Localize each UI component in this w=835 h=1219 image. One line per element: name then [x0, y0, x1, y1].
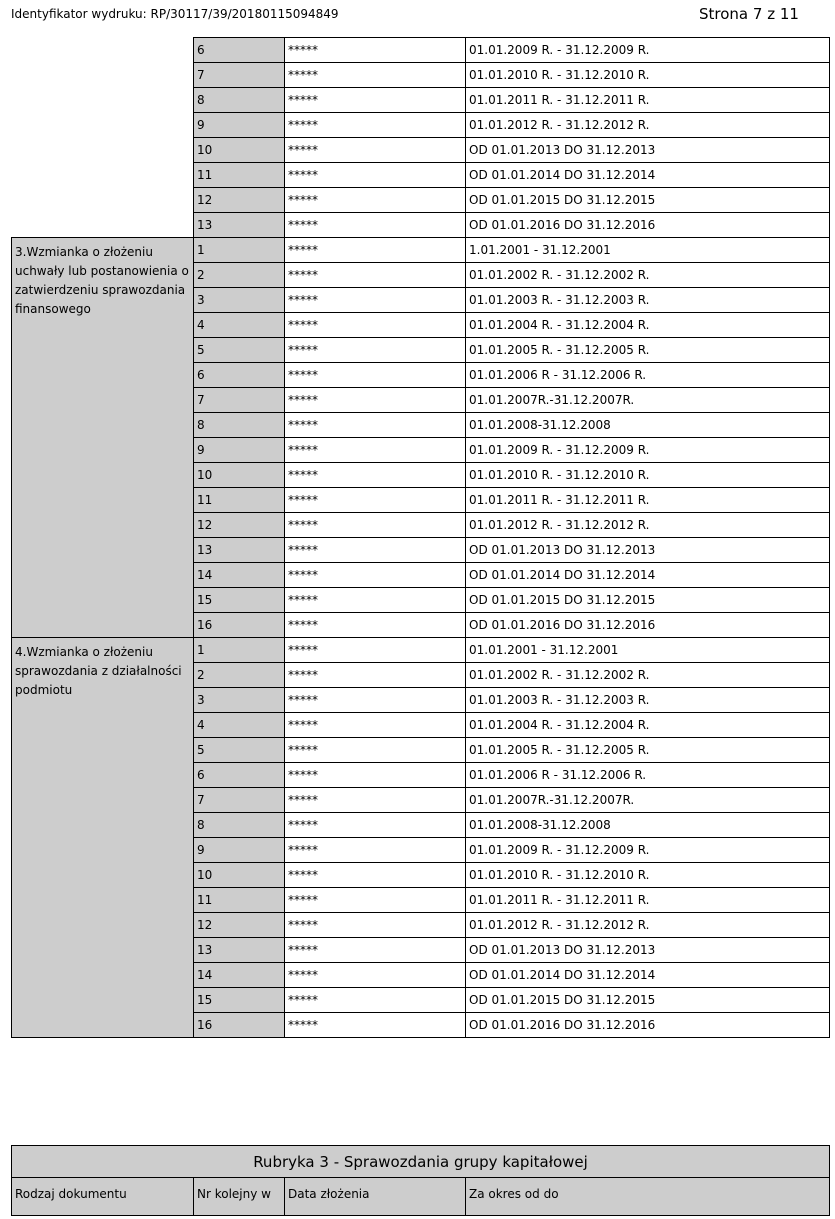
row-number: 8 [194, 813, 285, 838]
filing-date: ***** [285, 963, 466, 988]
filing-date: ***** [285, 938, 466, 963]
period: 01.01.2003 R. - 31.12.2003 R. [466, 688, 830, 713]
row-number: 2 [194, 263, 285, 288]
period: 01.01.2011 R. - 31.12.2011 R. [466, 88, 830, 113]
row-number: 15 [194, 988, 285, 1013]
period: 01.01.2011 R. - 31.12.2011 R. [466, 888, 830, 913]
filing-date: ***** [285, 1013, 466, 1038]
filing-date: ***** [285, 688, 466, 713]
row-number: 10 [194, 463, 285, 488]
row-number: 14 [194, 963, 285, 988]
row-number: 9 [194, 838, 285, 863]
row-number: 9 [194, 113, 285, 138]
period: OD 01.01.2015 DO 31.12.2015 [466, 588, 830, 613]
row-number: 3 [194, 288, 285, 313]
row-number: 6 [194, 763, 285, 788]
rubric-3-title: Rubryka 3 - Sprawozdania grupy kapitałowej [12, 1146, 830, 1178]
section-label: 3.Wzmianka o złożeniu uchwały lub postanowienia o zatwierdzeniu sprawozdania finansowego [12, 238, 194, 638]
period: 01.01.2012 R. - 31.12.2012 R. [466, 113, 830, 138]
period: 01.01.2001 - 31.12.2001 [466, 638, 830, 663]
period: OD 01.01.2013 DO 31.12.2013 [466, 138, 830, 163]
row-number: 10 [194, 138, 285, 163]
period: 01.01.2005 R. - 31.12.2005 R. [466, 738, 830, 763]
period: 01.01.2009 R. - 31.12.2009 R. [466, 438, 830, 463]
filing-date: ***** [285, 813, 466, 838]
period: 01.01.2002 R. - 31.12.2002 R. [466, 663, 830, 688]
filing-date: ***** [285, 213, 466, 238]
row-number: 1 [194, 238, 285, 263]
filing-date: ***** [285, 563, 466, 588]
filing-date: ***** [285, 913, 466, 938]
row-number: 5 [194, 338, 285, 363]
rubric-3-table [11, 1145, 830, 1216]
filing-date: ***** [285, 663, 466, 688]
period: OD 01.01.2014 DO 31.12.2014 [466, 563, 830, 588]
filing-date: ***** [285, 113, 466, 138]
row-number: 6 [194, 363, 285, 388]
filing-date: ***** [285, 538, 466, 563]
filing-date: ***** [285, 388, 466, 413]
row-number: 9 [194, 438, 285, 463]
column-header-sequence-number: Nr kolejny w [194, 1178, 285, 1216]
filing-date: ***** [285, 863, 466, 888]
filing-date: ***** [285, 788, 466, 813]
period: 01.01.2005 R. - 31.12.2005 R. [466, 338, 830, 363]
filing-date: ***** [285, 488, 466, 513]
row-number: 12 [194, 513, 285, 538]
row-number: 16 [194, 613, 285, 638]
period: 01.01.2009 R. - 31.12.2009 R. [466, 38, 830, 63]
filing-date: ***** [285, 363, 466, 388]
filing-date: ***** [285, 63, 466, 88]
column-header-document-type: Rodzaj dokumentu [12, 1178, 194, 1216]
period: OD 01.01.2015 DO 31.12.2015 [466, 188, 830, 213]
row-number: 11 [194, 488, 285, 513]
period: 01.01.2012 R. - 31.12.2012 R. [466, 913, 830, 938]
filing-date: ***** [285, 88, 466, 113]
filing-date: ***** [285, 988, 466, 1013]
period: 1.01.2001 - 31.12.2001 [466, 238, 830, 263]
column-header-period: Za okres od do [466, 1178, 830, 1216]
row-number: 5 [194, 738, 285, 763]
period: 01.01.2012 R. - 31.12.2012 R. [466, 513, 830, 538]
period: 01.01.2003 R. - 31.12.2003 R. [466, 288, 830, 313]
row-number: 11 [194, 163, 285, 188]
period: 01.01.2007R.-31.12.2007R. [466, 388, 830, 413]
period: 01.01.2006 R - 31.12.2006 R. [466, 763, 830, 788]
filing-date: ***** [285, 138, 466, 163]
table-row [12, 238, 830, 263]
row-number: 15 [194, 588, 285, 613]
period: 01.01.2008-31.12.2008 [466, 813, 830, 838]
filing-date: ***** [285, 638, 466, 663]
filing-date: ***** [285, 413, 466, 438]
filing-date: ***** [285, 288, 466, 313]
table-row [12, 38, 830, 63]
period: 01.01.2007R.-31.12.2007R. [466, 788, 830, 813]
period: 01.01.2006 R - 31.12.2006 R. [466, 363, 830, 388]
row-number: 12 [194, 913, 285, 938]
row-number: 8 [194, 413, 285, 438]
rubric-3-header-row [12, 1178, 830, 1216]
row-number: 13 [194, 213, 285, 238]
filing-date: ***** [285, 763, 466, 788]
row-number: 10 [194, 863, 285, 888]
filing-date: ***** [285, 838, 466, 863]
table-row [12, 638, 830, 663]
period: 01.01.2004 R. - 31.12.2004 R. [466, 713, 830, 738]
row-number: 4 [194, 713, 285, 738]
filing-date: ***** [285, 263, 466, 288]
filing-date: ***** [285, 313, 466, 338]
rubric-3-title-row [12, 1146, 830, 1178]
period: 01.01.2010 R. - 31.12.2010 R. [466, 863, 830, 888]
filing-date: ***** [285, 513, 466, 538]
row-number: 13 [194, 938, 285, 963]
filing-date: ***** [285, 38, 466, 63]
period: OD 01.01.2016 DO 31.12.2016 [466, 613, 830, 638]
period: OD 01.01.2013 DO 31.12.2013 [466, 938, 830, 963]
filing-date: ***** [285, 613, 466, 638]
row-number: 7 [194, 388, 285, 413]
empty-section-cell [12, 38, 194, 238]
period: 01.01.2011 R. - 31.12.2011 R. [466, 488, 830, 513]
filing-date: ***** [285, 888, 466, 913]
filing-date: ***** [285, 163, 466, 188]
row-number: 7 [194, 788, 285, 813]
filing-date: ***** [285, 338, 466, 363]
row-number: 12 [194, 188, 285, 213]
filing-date: ***** [285, 438, 466, 463]
page-number: Strona 7 z 11 [699, 5, 799, 23]
column-header-filing-date: Data złożenia [285, 1178, 466, 1216]
period: OD 01.01.2015 DO 31.12.2015 [466, 988, 830, 1013]
row-number: 14 [194, 563, 285, 588]
filing-date: ***** [285, 188, 466, 213]
row-number: 13 [194, 538, 285, 563]
period: OD 01.01.2014 DO 31.12.2014 [466, 963, 830, 988]
period: 01.01.2008-31.12.2008 [466, 413, 830, 438]
row-number: 7 [194, 63, 285, 88]
period: OD 01.01.2016 DO 31.12.2016 [466, 1013, 830, 1038]
period: 01.01.2004 R. - 31.12.2004 R. [466, 313, 830, 338]
period: OD 01.01.2014 DO 31.12.2014 [466, 163, 830, 188]
section-label: 4.Wzmianka o złożeniu sprawozdania z działalności podmiotu [12, 638, 194, 1038]
row-number: 4 [194, 313, 285, 338]
period: OD 01.01.2013 DO 31.12.2013 [466, 538, 830, 563]
period: 01.01.2002 R. - 31.12.2002 R. [466, 263, 830, 288]
financial-statements-table [11, 37, 830, 1038]
row-number: 3 [194, 688, 285, 713]
row-number: 6 [194, 38, 285, 63]
row-number: 1 [194, 638, 285, 663]
row-number: 11 [194, 888, 285, 913]
row-number: 16 [194, 1013, 285, 1038]
period: OD 01.01.2016 DO 31.12.2016 [466, 213, 830, 238]
print-identifier: Identyfikator wydruku: RP/30117/39/20180115094849 [11, 7, 339, 21]
filing-date: ***** [285, 238, 466, 263]
filing-date: ***** [285, 463, 466, 488]
period: 01.01.2010 R. - 31.12.2010 R. [466, 63, 830, 88]
row-number: 2 [194, 663, 285, 688]
filing-date: ***** [285, 588, 466, 613]
period: 01.01.2009 R. - 31.12.2009 R. [466, 838, 830, 863]
filing-date: ***** [285, 738, 466, 763]
period: 01.01.2010 R. - 31.12.2010 R. [466, 463, 830, 488]
filing-date: ***** [285, 713, 466, 738]
row-number: 8 [194, 88, 285, 113]
